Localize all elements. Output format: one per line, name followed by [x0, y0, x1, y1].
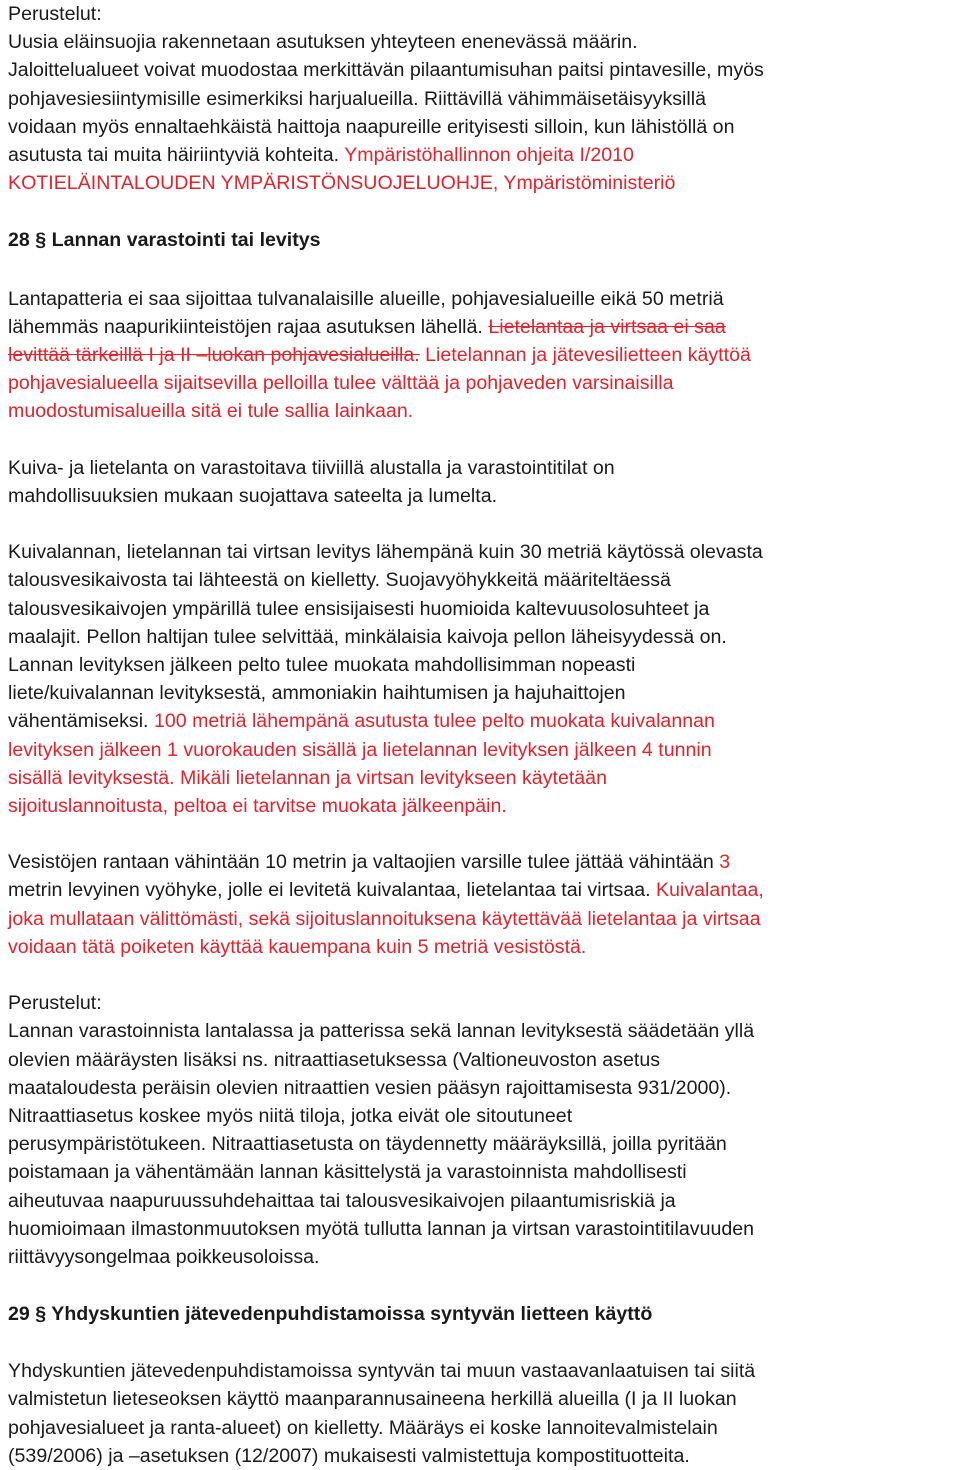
added-text: levityksen jälkeen 1 vuorokauden sisällä ja lietelannan levityksen jälkeen 4 tunnin — [8, 738, 712, 761]
text-line: valmistetun lieteseoksen käyttö maanparannusaineena herkillä alueilla (I ja II luokan — [8, 1388, 737, 1411]
text-span: metrin levyinen vyöhyke, jolle ei levitetä kuivalantaa, lietelantaa tai virtsaa. — [8, 879, 657, 902]
text-span: lähemmäs naapurikiinteistöjen rajaa asutuksen lähellä. — [8, 315, 489, 338]
rationale-block-1 — [8, 0, 954, 197]
text-line: poistamaan ja vähentämään lannan käsittelystä ja varastoinnista mahdollisesti — [8, 1161, 687, 1184]
text-line: pohjavesiesiintymisille esimerkiksi harjualueilla. Riittävillä vähimmäisetäisyyksillä — [8, 87, 706, 110]
section-heading-29 — [8, 1300, 954, 1328]
document-page — [8, 0, 954, 1470]
text-line: Kuivalannan, lietelannan tai virtsan levitys lähempänä kuin 30 metriä käytössä olevasta — [8, 541, 763, 564]
text-line: Uusia eläinsuojia rakennetaan asutuksen yhteyteen enenevässä määrin. — [8, 31, 638, 54]
text-line: Yhdyskuntien jätevedenpuhdistamoissa syntyvän tai muun vastaavanlaatuisen tai siitä — [8, 1360, 756, 1383]
section-symbol: § — [35, 1303, 47, 1326]
reference-text: Ympäristöhallinnon ohjeita I/2010 — [344, 143, 634, 166]
paragraph-spreading-distance — [8, 538, 954, 820]
text-line: maataloudesta peräisin olevien nitraattien vesien pääsyn rajoittamisesta 931/2000). — [8, 1076, 732, 1099]
added-text: muodostumisalueilla sitä ei tule sallia lainkaan. — [8, 400, 414, 423]
text-line: Lannan varastoinnista lantalassa ja patterissa sekä lannan levityksestä säädetään yllä — [8, 1020, 755, 1043]
text-line: (539/2006) ja –asetuksen (12/2007) mukaisesti valmistettuja kompostituotteita. — [8, 1444, 690, 1467]
text-line: talousvesikaivojen ympärillä tulee ensisijaisesti huomioida kaltevuusolosuhteet ja — [8, 597, 710, 620]
text-line: voidaan myös ennaltaehkäistä haittoja naapureille erityisesti silloin, kun lähistöllä on — [8, 115, 735, 138]
rationale-label: Perustelut: — [8, 992, 102, 1015]
text-line — [8, 141, 954, 169]
text-line: Lantapatteria ei saa sijoittaa tulvanalaisille alueille, pohjavesialueille eikä 50 metriä — [8, 287, 724, 310]
text-line: aiheutuvaa naapuruussuhdehaittaa tai talousvesikaivojen pilaantumisriskiä ja — [8, 1189, 676, 1212]
text-line: liete/kuivalannan levityksestä, ammoniakin haihtumisen ja hajuhaittojen — [8, 682, 626, 705]
paragraph-manure-storage — [8, 285, 954, 426]
text-line: talousvesikaivosta tai lähteestä on kielletty. Suojavyöhykkeitä määriteltäessä — [8, 569, 671, 592]
text-line: mahdollisuuksien mukaan suojattava sateelta ja lumelta. — [8, 484, 498, 507]
added-text: Lietelannan ja jätevesilietteen käyttöä — [419, 343, 751, 366]
text-line: Kuiva- ja lietelanta on varastoitava tiiviillä alustalla ja varastointitilat on — [8, 456, 615, 479]
section-number: 28 — [8, 229, 30, 252]
section-title: Lannan varastointi tai levitys — [51, 229, 321, 252]
added-text: sijoituslannoitusta, peltoa ei tarvitse muokata jälkeenpäin. — [8, 794, 507, 817]
deleted-text: Lietelantaa ja virtsaa ei saa — [488, 315, 726, 338]
added-text: voidaan tätä poiketen käyttää kauempana kuin 5 metriä vesistöstä. — [8, 935, 587, 958]
text-line: huomioimaan ilmastonmuutoksen myötä tullutta lannan ja virtsan varastointitilavuuden — [8, 1217, 755, 1240]
text-span: vähentämiseksi. — [8, 710, 154, 733]
text-span: asutusta tai muita häiriintyviä kohteita. — [8, 143, 345, 166]
added-text: pohjavesialueella sijaitsevilla pelloilla tulee välttää ja pohjaveden varsinaisilla — [8, 372, 674, 395]
section-title: Yhdyskuntien jätevedenpuhdistamoissa syntyvän lietteen käyttö — [51, 1303, 653, 1326]
text-line: maalajit. Pellon haltijan tulee selvittää, minkälaisia kaivoja pellon läheisyydessä on. — [8, 625, 727, 648]
rationale-block-2 — [8, 989, 954, 1271]
added-text: 100 metriä lähempänä asutusta tulee pelto muokata kuivalannan — [153, 710, 715, 733]
section-heading-28 — [8, 226, 954, 254]
text-line: perusympäristötukeen. Nitraattiasetusta on täydennetty määräyksillä, joilla pyritään — [8, 1133, 727, 1156]
text-line: Jaloittelualueet voivat muodostaa merkittävän pilaantumisuhan paitsi pintavesille, myös — [8, 59, 764, 82]
text-line — [8, 848, 954, 876]
added-text: Kuivalantaa, — [656, 879, 764, 902]
text-line: riittävyysongelmaa poikkeusoloissa. — [8, 1245, 320, 1268]
text-line — [8, 707, 954, 735]
added-text: 3 — [719, 851, 731, 874]
text-line: Lannan levityksen jälkeen pelto tulee muokata mahdollisimman nopeasti — [8, 653, 636, 676]
added-text: sisällä levityksestä. Mikäli lietelannan ja virtsan levitykseen käytetään — [8, 766, 607, 789]
section-symbol: § — [35, 229, 47, 252]
section-number: 29 — [8, 1303, 30, 1326]
text-span: Vesistöjen rantaan vähintään 10 metrin ja valtaojien varsille tulee jättää vähintään — [8, 851, 720, 874]
text-line — [8, 876, 954, 904]
text-line: pohjavesialueet ja ranta-alueet) on kielletty. Määräys ei koske lannoitevalmistelain — [8, 1416, 718, 1439]
text-line — [8, 313, 954, 341]
text-line: olevien määräysten lisäksi ns. nitraattiasetuksessa (Valtioneuvoston asetus — [8, 1048, 661, 1071]
added-text: joka mullataan välittömästi, sekä sijoituslannoituksena käytettävää lietelantaa ja virtsaa — [8, 907, 761, 930]
text-line — [8, 341, 954, 369]
deleted-text: levittää tärkeillä I ja II –luokan pohjavesialueilla. — [8, 343, 420, 366]
rationale-label: Perustelut: — [8, 3, 102, 25]
paragraph-sewage-sludge — [8, 1357, 954, 1470]
reference-text: KOTIELÄINTALOUDEN YMPÄRISTÖNSUOJELUOHJE, Ympäristöministeriö — [8, 172, 676, 195]
paragraph-storage-base — [8, 454, 954, 510]
paragraph-waterbody-zone — [8, 848, 954, 961]
text-line: Nitraattiasetus koskee myös niitä tiloja, jotka eivät ole sitoutuneet — [8, 1104, 573, 1127]
